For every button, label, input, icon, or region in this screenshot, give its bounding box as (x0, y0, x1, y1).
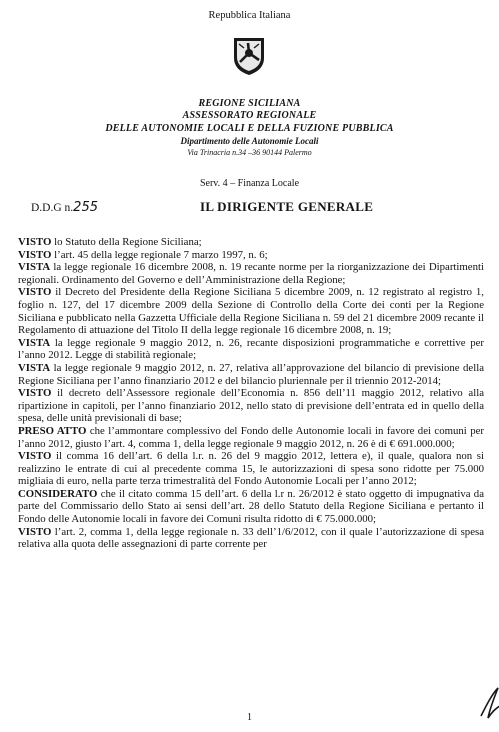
decree-handwritten-number: 255 (73, 200, 98, 215)
decree-number (31, 200, 98, 215)
service-label: Serv. 4 – Finanza Locale (199, 178, 300, 189)
paragraph: VISTO lo Statuto della Regione Siciliana; (18, 236, 202, 248)
region-heading: REGIONE SICILIANA (198, 98, 301, 109)
assessorato-heading: ASSESSORATO REGIONALE (182, 110, 317, 121)
document-title: IL DIRIGENTE GENERALE (200, 199, 374, 214)
paragraph: VISTO il Decreto del Presidente della Regione Siciliana 5 dicembre 2009, n. 12 registrato al registro 1, foglio n. 127, del 17 dicembre 2009 della Sezione di Controllo della Corte dei conti per la Regione Siciliana e pubblicato nella Gazzetta Ufficiale della Regione Siciliana n. 59 del 21 dicembre 2009 recante il Regolamento di attuazione del Titolo II della legge regionale 16 dicembre 2008, n. 19; (18, 286, 484, 337)
document-body (18, 236, 484, 551)
paragraph: VISTO il comma 16 dell’art. 6 della l.r. n. 26 del 9 maggio 2012, lettera e), il quale, qualora non si realizzino le entrate di cui al precedente comma 15, le autorizzazioni di spesa sono ridotte per 75.000 migliaia di euro, nella parte terza trimestralità del Fondo Autonomie Locali per l’anno 2012; (18, 450, 484, 488)
paragraph: PRESO ATTO che l’ammontare complessivo del Fondo delle Autonomie locali in favore dei comuni per l’anno 2012, giusto l’art. 4, comma 1, della legge regionale 9 maggio 2012, n. 26 è di € 691.000.000; (18, 424, 484, 450)
department-heading: Dipartimento delle Autonomie Locali (180, 136, 319, 146)
paragraph: VISTO l’art. 45 della legge regionale 7 marzo 1997, n. 6; (18, 248, 268, 261)
decree-label: D.D.G n. (31, 202, 74, 214)
address-line: Via Trinacria n.34 –36 90144 Palermo (187, 148, 312, 157)
page-number: 1 (247, 712, 252, 723)
paragraph: VISTA la legge regionale 9 maggio 2012, n. 27, relativa all’approvazione del bilancio di previsione della Regione Siciliana per l’anno finanziario 2012 e del bilancio pluriennale per il triennio 2012-2014; (18, 361, 484, 387)
republic-label: Repubblica Italiana (208, 10, 291, 21)
paragraph: VISTA la legge regionale 16 dicembre 2008, n. 19 recante norme per la riorganizzazione dei Dipartimenti regionali. Ordinamento del Governo e dell’Amministrazione della Regione; (18, 261, 484, 286)
paragraph: VISTA la legge regionale 9 maggio 2012, n. 26, recante disposizioni programmatiche e correttive per l’anno 2012. Legge di stabilità regionale; (18, 336, 484, 362)
paragraph: VISTO il decreto dell’Assessore regionale dell’Economia n. 856 dell’11 maggio 2012, relativo alla ripartizione in capitoli, per l’anno finanziario 2012, nello stato di previsione dell’entrata ed in quello della spesa, delle unità previsionali di base; (18, 387, 484, 425)
signature-mark (478, 686, 499, 720)
paragraph: VISTO l’art. 2, comma 1, della legge regionale n. 33 dell’1/6/2012, con il quale l’autorizzazione di spesa relativa alla quota delle assegnazioni di parte corrente per (18, 525, 484, 551)
regione-siciliana-emblem (230, 36, 268, 76)
department-full-heading: DELLE AUTONOMIE LOCALI E DELLA FUZIONE PUBBLICA (105, 123, 394, 134)
paragraph: CONSIDERATO che il citato comma 15 dell’art. 6 della l.r n. 26/2012 è stato oggetto di impugnativa da parte del Commissario dello Stato ai sensi dell’art. 28 dello Statuto della Regione Siciliana e pertanto il Fondo delle Autonomie locali in favore dei Comuni risulta ridotto di € 75.000.000; (18, 487, 484, 526)
